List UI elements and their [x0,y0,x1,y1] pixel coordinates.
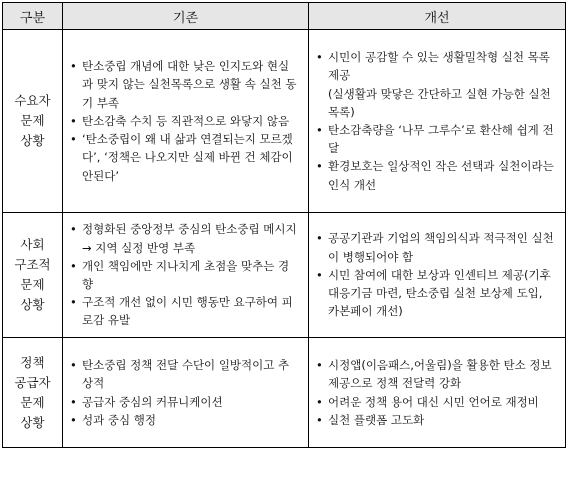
improved-cell [309,30,566,213]
list-item: • 공급자 중심의 커뮤니케이션 [69,393,300,411]
existing-cell [63,213,309,338]
row-category [3,338,63,448]
bullet-icon: • [316,394,323,409]
list-item: • 탄소중립 정책 전달 수단이 일방적이고 추상적 [70,358,290,391]
bullet-icon: • [70,258,77,273]
bullet-icon: • [316,231,323,246]
existing-cell [63,338,309,448]
list-item: • 성과 중심 행정 [69,411,300,429]
category-line: 상황 [20,297,45,312]
list-item: • ‘탄소중립이 왜 내 삶과 연결되는지 모르겠다’, ‘정책은 나오지만 실제 바뀐 건 체감이 안된다’ [70,132,293,183]
category-line: 상황 [20,414,45,430]
bullet-icon: • [316,159,323,174]
list-item: • 어려운 정책 용어 대신 시민 언어로 재정비 [315,393,557,411]
list-item: • 정형화된 중앙정부 중심의 탄소중립 메시지 → 지역 실정 반영 부족 [70,222,297,255]
bullet-icon: • [70,295,77,310]
improved-cell [309,338,566,448]
category-line: 사회 [20,237,45,252]
bullet-icon: • [316,123,323,137]
header-existing: 기존 [63,3,309,30]
bullet-icon: • [70,412,77,427]
list-item: • 공공기관과 기업의 책임의식과 적극적인 실천이 병행되어야 함 [316,231,554,264]
bullet-icon: • [70,222,77,237]
list-item: • 탄소중립 개념에 대한 낮은 인지도와 현실과 맞지 않는 실천목록으로 생활 속 실천 동기 부족 [70,59,297,110]
list-item: • 탄소감축량을 ‘나무 그루수’로 환산해 쉽게 전달 [316,123,554,156]
header-category: 구분 [3,3,63,30]
list-item: • 구조적 개선 없이 시민 행동만 요구하여 피로감 유발 [70,295,293,328]
header-row [3,3,566,30]
bullet-icon: • [70,132,77,147]
list-item: • 환경보호는 일상적인 작은 선택과 실천이라는 인식 개선 [316,159,554,192]
bullet-icon: • [316,267,323,282]
list-item: • 시민이 공감할 수 있는 생활밀착형 실천 목록 제공 [316,50,550,83]
bullet-icon: • [70,59,77,74]
category-line: 문제 [20,113,45,128]
category-line: 상황 [20,133,45,148]
list-item: • 탄소감축 수치 등 직관적으로 와닿지 않음 [69,112,300,130]
header-improved: 개선 [309,3,566,30]
table-row [3,213,566,338]
list-item: • 시민 참여에 대한 보상과 인센티브 제공(기후대응기금 마련, 탄소중립 실천 보상제 도입, 카본페이 개선) [316,267,551,319]
note-text: (실생활과 맞닿은 간단하고 실현 가능한 실천 목록) [328,86,551,119]
list-item: • 시정앱(이음패스,어울림)을 활용한 탄소 정보 제공으로 정책 전달력 강화 [316,358,552,391]
row-category [3,30,63,213]
bullet-icon: • [316,50,323,65]
category-line: 문제 [20,394,45,410]
category-line: 수요자 [14,93,51,108]
bullet-icon: • [316,412,323,427]
existing-cell [63,30,309,213]
bullet-icon: • [70,113,77,128]
list-item: • 실천 플랫폼 고도화 [315,411,557,429]
category-line: 문제 [20,277,45,292]
list-item: • 개인 책임에만 지나치게 초점을 맞추는 경향 [70,258,290,291]
improved-cell [309,213,566,338]
bullet-icon: • [70,394,77,409]
bullet-icon: • [316,358,323,373]
table-row [3,30,566,213]
bullet-icon: • [70,358,77,373]
comparison-table [2,2,566,448]
category-line: 구조적 [14,257,51,272]
table-row [3,338,566,448]
category-line: 공급자 [14,374,51,390]
row-category [3,213,63,338]
category-line: 정책 [20,354,45,370]
